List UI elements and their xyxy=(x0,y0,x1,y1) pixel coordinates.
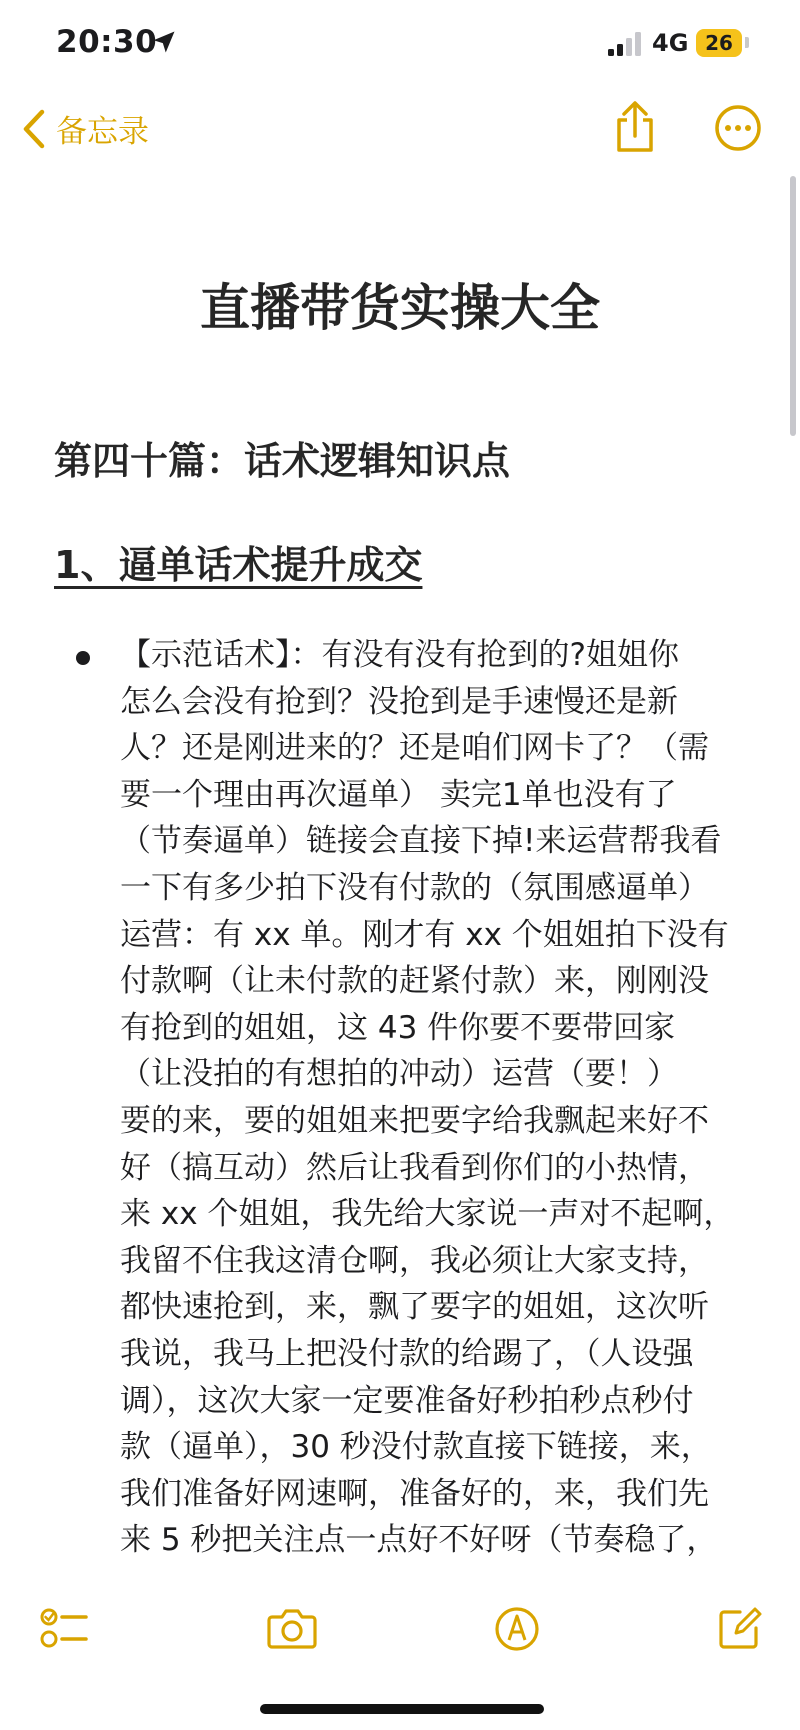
status-time: 20:30 xyxy=(56,24,158,60)
share-icon[interactable] xyxy=(612,100,658,154)
nav-bar xyxy=(0,92,800,166)
checklist-icon[interactable] xyxy=(40,1606,90,1650)
paragraph-line: 人？还是刚进来的？还是咱们网卡了？（需 xyxy=(120,730,709,767)
section-heading: 第四十篇：话术逻辑知识点 xyxy=(54,439,511,483)
battery-cap xyxy=(745,37,749,48)
paragraph-line: 要的来，要的姐姐来把要字给我飘起来好不 xyxy=(120,1102,709,1139)
paragraph-line: 款（逼单），30 秒没付款直接下链接，来， xyxy=(120,1429,712,1466)
location-arrow-icon xyxy=(150,28,178,56)
paragraph-line: 有抢到的姐姐，这 43 件你要不要带回家 xyxy=(120,1009,676,1046)
bullet-paragraph xyxy=(120,632,760,1610)
markup-pen-icon[interactable] xyxy=(494,1606,540,1652)
back-button-label: 备忘录 xyxy=(56,114,149,150)
status-bar xyxy=(0,0,800,92)
home-indicator[interactable] xyxy=(260,1704,544,1714)
paragraph-line: 好（搞互动）然后让我看到你们的小热情， xyxy=(120,1149,709,1186)
paragraph-line: 调），这次大家一定要准备好秒拍秒点秒付 xyxy=(120,1382,694,1419)
battery-indicator xyxy=(696,29,742,57)
paragraph-line: 我留不住我这清仓啊，我必须让大家支持， xyxy=(120,1242,709,1279)
camera-icon[interactable] xyxy=(266,1606,318,1650)
note-title: 直播带货实操大全 xyxy=(200,279,600,337)
bottom-toolbar xyxy=(0,1570,800,1682)
paragraph-line: 要一个理由再次逼单） 卖完1单也没有了 xyxy=(120,776,677,813)
more-icon[interactable] xyxy=(714,104,762,152)
paragraph-line: （节奏逼单）链接会直接下掉!来运营帮我看 xyxy=(120,823,722,860)
signal-icon xyxy=(606,31,646,57)
paragraph-line: 付款啊（让未付款的赶紧付款）来，刚刚没 xyxy=(120,963,709,1000)
chevron-left-icon xyxy=(20,108,48,150)
paragraph-line: 来 xx 个姐姐，我先给大家说一声对不起啊， xyxy=(120,1196,735,1233)
paragraph-line: 我们准备好网速啊，准备好的，来，我们先 xyxy=(120,1475,709,1512)
battery-level: 26 xyxy=(705,31,733,55)
subheading: 1、逼单话术提升成交 xyxy=(54,543,423,587)
paragraph-line: 都快速抢到，来，飘了要字的姐姐，这次听 xyxy=(120,1289,709,1326)
paragraph-line: 来 5 秒把关注点一点好不好呀（节奏稳了， xyxy=(120,1522,718,1559)
paragraph-line: 怎么会没有抢到？没抢到是手速慢还是新 xyxy=(120,683,678,720)
paragraph-line: 运营：有 xx 单。刚才有 xx 个姐姐拍下没有 xyxy=(120,916,729,953)
paragraph-line: 【示范话术】：有没有没有抢到的?姐姐你 xyxy=(120,637,679,673)
back-button[interactable] xyxy=(20,106,149,151)
paragraph-line: 一下有多少拍下没有付款的（氛围感逼单） xyxy=(120,869,709,906)
paragraph-line: （让没拍的有想拍的冲动）运营（要！） xyxy=(120,1056,678,1093)
scrollbar[interactable] xyxy=(790,176,796,436)
note-body[interactable] xyxy=(0,166,800,1570)
compose-icon[interactable] xyxy=(716,1606,762,1652)
paragraph-line: 我说，我马上把没付款的给踢了，（人设强 xyxy=(120,1335,694,1372)
bullet-dot xyxy=(76,651,90,665)
network-type: 4G xyxy=(652,29,689,57)
